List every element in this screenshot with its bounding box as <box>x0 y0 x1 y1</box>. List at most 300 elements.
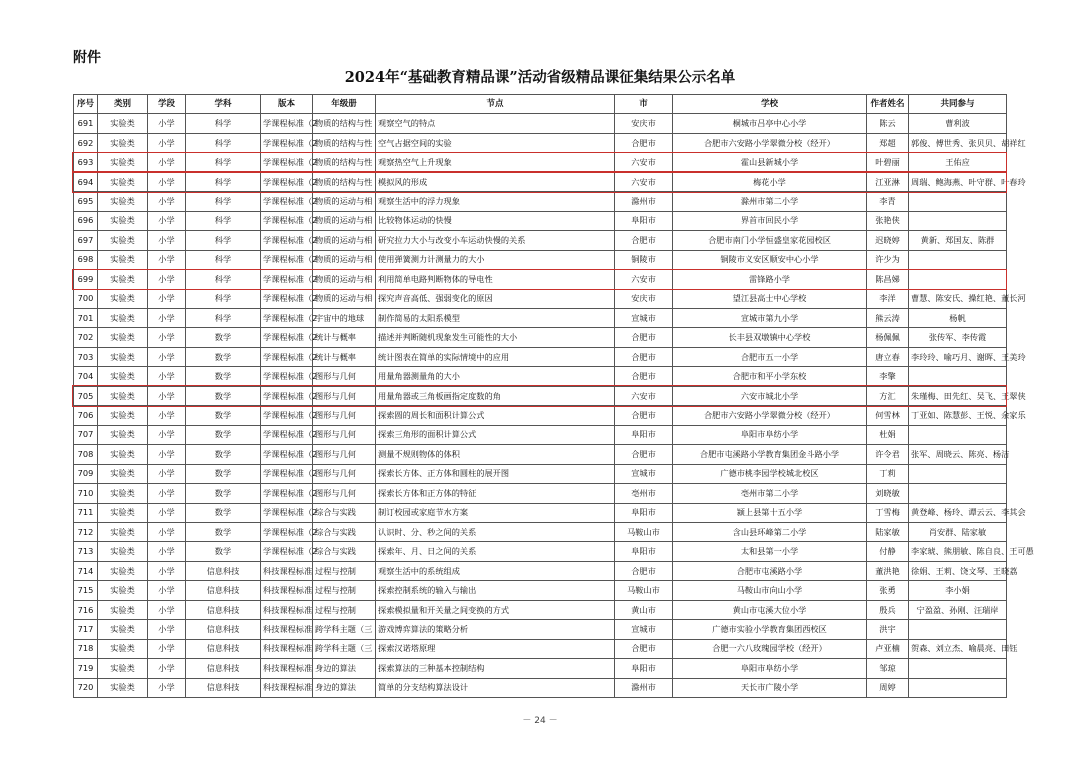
cell-author: 周婷 <box>867 678 909 697</box>
cell-co-participants <box>909 211 1007 230</box>
cell-grade: 综合与实践 <box>313 503 376 522</box>
cell-co-participants <box>909 484 1007 503</box>
cell-serial: 715 <box>74 581 98 600</box>
cell-stage: 小学 <box>148 542 186 561</box>
cell-grade: 物质的结构与性 <box>313 133 376 152</box>
table-row <box>74 211 1007 230</box>
header-col-category: 类别 <box>98 95 148 114</box>
cell-subject: 数学 <box>186 386 261 405</box>
cell-stage: 小学 <box>148 386 186 405</box>
cell-grade: 图形与几何 <box>313 445 376 464</box>
cell-edition: 学课程标准（2 <box>261 153 313 172</box>
cell-school: 广德市桃李园学校城北校区 <box>673 464 867 483</box>
cell-grade: 过程与控制 <box>313 600 376 619</box>
cell-edition: 学课程标准（2 <box>261 484 313 503</box>
cell-subject: 科学 <box>186 289 261 308</box>
cell-node: 描述并判断随机现象发生可能性的大小 <box>376 328 615 347</box>
cell-grade: 过程与控制 <box>313 581 376 600</box>
cell-node: 用量角器或三角板画指定度数的角 <box>376 386 615 405</box>
cell-category: 实验类 <box>98 581 148 600</box>
cell-school: 含山县环峰第二小学 <box>673 522 867 541</box>
cell-author: 邹琼 <box>867 659 909 678</box>
cell-author: 丁雪梅 <box>867 503 909 522</box>
cell-author: 殷兵 <box>867 600 909 619</box>
cell-school: 合肥市和平小学东校 <box>673 367 867 386</box>
cell-school: 长丰县双墩镇中心学校 <box>673 328 867 347</box>
cell-serial: 720 <box>74 678 98 697</box>
table-body <box>74 114 1034 698</box>
cell-school: 霍山县新城小学 <box>673 153 867 172</box>
cell-edition: 学课程标准（2 <box>261 231 313 250</box>
cell-stage: 小学 <box>148 659 186 678</box>
cell-school: 合肥市五一小学 <box>673 347 867 366</box>
cell-subject: 科学 <box>186 250 261 269</box>
cell-serial: 699 <box>74 270 98 289</box>
cell-serial: 694 <box>74 172 98 191</box>
cell-school: 雷锋路小学 <box>673 270 867 289</box>
cell-author: 李洋 <box>867 289 909 308</box>
cell-grade: 物质的运动与相 <box>313 289 376 308</box>
cell-edition: 学课程标准（2 <box>261 289 313 308</box>
cell-stage: 小学 <box>148 114 186 133</box>
cell-co-participants: 张传军、李传霞 <box>909 328 1007 347</box>
results-table <box>73 94 1034 698</box>
cell-author: 叶碧丽 <box>867 153 909 172</box>
cell-subject: 数学 <box>186 503 261 522</box>
cell-category: 实验类 <box>98 308 148 327</box>
cell-edition: 学课程标准（2 <box>261 192 313 211</box>
cell-author: 迟晓婷 <box>867 231 909 250</box>
cell-edition: 学课程标准（2 <box>261 328 313 347</box>
cell-co-participants <box>909 367 1007 386</box>
cell-node: 探索年、月、日之间的关系 <box>376 542 615 561</box>
cell-subject: 数学 <box>186 522 261 541</box>
cell-edition: 学课程标准（2 <box>261 445 313 464</box>
cell-category: 实验类 <box>98 561 148 580</box>
cell-subject: 科学 <box>186 172 261 191</box>
cell-author: 张勇 <box>867 581 909 600</box>
cell-city: 六安市 <box>615 270 673 289</box>
cell-category: 实验类 <box>98 522 148 541</box>
cell-node: 统计图表在简单的实际情境中的应用 <box>376 347 615 366</box>
cell-co-participants: 徐娟、王莉、饶文琴、王晓荔 <box>909 561 1007 580</box>
cell-category: 实验类 <box>98 678 148 697</box>
cell-serial: 696 <box>74 211 98 230</box>
cell-edition: 学课程标准（2 <box>261 406 313 425</box>
header-col-city: 市 <box>615 95 673 114</box>
cell-co-participants: 曹利波 <box>909 114 1007 133</box>
table-row <box>74 678 1007 697</box>
table-row <box>74 445 1007 464</box>
cell-category: 实验类 <box>98 192 148 211</box>
cell-city: 六安市 <box>615 153 673 172</box>
cell-city: 六安市 <box>615 386 673 405</box>
cell-grade: 过程与控制 <box>313 561 376 580</box>
cell-serial: 703 <box>74 347 98 366</box>
cell-co-participants: 李小娟 <box>909 581 1007 600</box>
table-row <box>74 425 1007 444</box>
table-row <box>74 114 1007 133</box>
cell-category: 实验类 <box>98 406 148 425</box>
cell-grade: 物质的运动与相 <box>313 231 376 250</box>
cell-subject: 信息科技 <box>186 620 261 639</box>
cell-city: 合肥市 <box>615 406 673 425</box>
cell-stage: 小学 <box>148 445 186 464</box>
cell-stage: 小学 <box>148 211 186 230</box>
table-row <box>74 250 1007 269</box>
cell-author: 唐立春 <box>867 347 909 366</box>
cell-author: 许少为 <box>867 250 909 269</box>
cell-author: 付静 <box>867 542 909 561</box>
cell-edition: 科技课程标准 <box>261 600 313 619</box>
cell-subject: 信息科技 <box>186 659 261 678</box>
cell-grade: 图形与几何 <box>313 367 376 386</box>
cell-city: 阜阳市 <box>615 503 673 522</box>
cell-school: 广德市实验小学教育集团西校区 <box>673 620 867 639</box>
cell-stage: 小学 <box>148 522 186 541</box>
cell-author: 熊云涛 <box>867 308 909 327</box>
cell-school: 六安市城北小学 <box>673 386 867 405</box>
cell-grade: 图形与几何 <box>313 484 376 503</box>
cell-city: 合肥市 <box>615 231 673 250</box>
cell-subject: 信息科技 <box>186 581 261 600</box>
cell-grade: 物质的运动与相 <box>313 211 376 230</box>
table-row <box>74 289 1007 308</box>
cell-category: 实验类 <box>98 445 148 464</box>
cell-school: 合肥市屯溪路小学 <box>673 561 867 580</box>
cell-school: 铜陵市义安区顺安中心小学 <box>673 250 867 269</box>
cell-co-participants: 宁盈盈、孙刚、汪瑞岸 <box>909 600 1007 619</box>
cell-node: 探索模拟量和开关量之间变换的方式 <box>376 600 615 619</box>
cell-co-participants: 周瑞、鲍海燕、叶守群、叶春玲 <box>909 172 1007 191</box>
cell-edition: 学课程标准（2 <box>261 250 313 269</box>
cell-school: 阜阳市阜纺小学 <box>673 425 867 444</box>
cell-node: 探索长方体和正方体的特征 <box>376 484 615 503</box>
cell-serial: 693 <box>74 153 98 172</box>
cell-grade: 跨学科主题（三 <box>313 639 376 658</box>
cell-grade: 物质的运动与相 <box>313 192 376 211</box>
table-row <box>74 522 1007 541</box>
cell-serial: 704 <box>74 367 98 386</box>
cell-category: 实验类 <box>98 386 148 405</box>
cell-node: 探索算法的三种基本控制结构 <box>376 659 615 678</box>
cell-stage: 小学 <box>148 600 186 619</box>
cell-stage: 小学 <box>148 231 186 250</box>
cell-grade: 物质的运动与相 <box>313 250 376 269</box>
cell-city: 合肥市 <box>615 367 673 386</box>
cell-serial: 705 <box>74 386 98 405</box>
header-col-school: 学校 <box>673 95 867 114</box>
header-col-author: 作者姓名 <box>867 95 909 114</box>
cell-node: 利用简单电路判断物体的导电性 <box>376 270 615 289</box>
cell-subject: 科学 <box>186 308 261 327</box>
cell-serial: 702 <box>74 328 98 347</box>
cell-node: 探索控制系统的输入与输出 <box>376 581 615 600</box>
cell-grade: 综合与实践 <box>313 522 376 541</box>
cell-node: 观察热空气上升现象 <box>376 153 615 172</box>
cell-category: 实验类 <box>98 231 148 250</box>
cell-stage: 小学 <box>148 561 186 580</box>
cell-city: 滁州市 <box>615 678 673 697</box>
cell-node: 探索长方体、正方体和圆柱的展开图 <box>376 464 615 483</box>
cell-stage: 小学 <box>148 425 186 444</box>
cell-node: 空气占据空间的实验 <box>376 133 615 152</box>
cell-node: 认识时、分、秒之间的关系 <box>376 522 615 541</box>
cell-stage: 小学 <box>148 347 186 366</box>
cell-city: 亳州市 <box>615 484 673 503</box>
cell-city: 阜阳市 <box>615 211 673 230</box>
cell-subject: 信息科技 <box>186 561 261 580</box>
header-col-edition: 版本 <box>261 95 313 114</box>
cell-grade: 物质的结构与性 <box>313 172 376 191</box>
cell-subject: 数学 <box>186 542 261 561</box>
cell-city: 六安市 <box>615 172 673 191</box>
header-col-stage: 学段 <box>148 95 186 114</box>
cell-city: 宣城市 <box>615 620 673 639</box>
cell-grade: 综合与实践 <box>313 542 376 561</box>
cell-category: 实验类 <box>98 620 148 639</box>
cell-node: 探索圆的周长和面积计算公式 <box>376 406 615 425</box>
cell-school: 梅花小学 <box>673 172 867 191</box>
cell-serial: 698 <box>74 250 98 269</box>
cell-edition: 科技课程标准 <box>261 561 313 580</box>
cell-school: 合肥一六八玫瑰园学校（经开） <box>673 639 867 658</box>
cell-edition: 学课程标准（2 <box>261 522 313 541</box>
cell-co-participants <box>909 678 1007 697</box>
cell-stage: 小学 <box>148 639 186 658</box>
cell-co-participants <box>909 620 1007 639</box>
cell-city: 合肥市 <box>615 445 673 464</box>
cell-edition: 科技课程标准 <box>261 581 313 600</box>
cell-serial: 718 <box>74 639 98 658</box>
table-row <box>74 503 1007 522</box>
cell-city: 宣城市 <box>615 308 673 327</box>
cell-serial: 714 <box>74 561 98 580</box>
cell-subject: 数学 <box>186 425 261 444</box>
cell-category: 实验类 <box>98 133 148 152</box>
table-row <box>74 639 1007 658</box>
cell-category: 实验类 <box>98 172 148 191</box>
table-row <box>74 172 1007 191</box>
cell-stage: 小学 <box>148 133 186 152</box>
cell-school: 黄山市屯溪大位小学 <box>673 600 867 619</box>
cell-subject: 科学 <box>186 114 261 133</box>
cell-city: 马鞍山市 <box>615 581 673 600</box>
cell-stage: 小学 <box>148 484 186 503</box>
cell-serial: 713 <box>74 542 98 561</box>
cell-co-participants <box>909 464 1007 483</box>
cell-author: 李青 <box>867 192 909 211</box>
cell-category: 实验类 <box>98 250 148 269</box>
cell-edition: 学课程标准（2 <box>261 425 313 444</box>
cell-author: 董洪艳 <box>867 561 909 580</box>
cell-grade: 物质的结构与性 <box>313 153 376 172</box>
cell-category: 实验类 <box>98 367 148 386</box>
cell-school: 界首市回民小学 <box>673 211 867 230</box>
cell-stage: 小学 <box>148 250 186 269</box>
cell-author: 张艳侠 <box>867 211 909 230</box>
cell-subject: 数学 <box>186 367 261 386</box>
cell-city: 马鞍山市 <box>615 522 673 541</box>
cell-school: 太和县第一小学 <box>673 542 867 561</box>
cell-serial: 695 <box>74 192 98 211</box>
cell-serial: 707 <box>74 425 98 444</box>
cell-co-participants: 黄登峰、杨玲、谭云云、李其会 <box>909 503 1007 522</box>
cell-serial: 710 <box>74 484 98 503</box>
header-col-grade: 年级册 <box>313 95 376 114</box>
cell-stage: 小学 <box>148 581 186 600</box>
header-col-node: 节点 <box>376 95 615 114</box>
table-row <box>74 328 1007 347</box>
cell-city: 合肥市 <box>615 328 673 347</box>
cell-author: 刘晓敏 <box>867 484 909 503</box>
cell-serial: 708 <box>74 445 98 464</box>
cell-node: 简单的分支结构算法设计 <box>376 678 615 697</box>
cell-co-participants <box>909 250 1007 269</box>
cell-node: 观察空气的特点 <box>376 114 615 133</box>
cell-stage: 小学 <box>148 678 186 697</box>
cell-school: 合肥市六安路小学翠微分校（经开） <box>673 406 867 425</box>
cell-stage: 小学 <box>148 328 186 347</box>
document-title: 2024年“基础教育精品课”活动省级精品课征集结果公示名单 <box>344 69 736 86</box>
cell-stage: 小学 <box>148 308 186 327</box>
cell-category: 实验类 <box>98 484 148 503</box>
cell-subject: 数学 <box>186 328 261 347</box>
cell-category: 实验类 <box>98 328 148 347</box>
cell-subject: 科学 <box>186 231 261 250</box>
header-col-serial: 序号 <box>74 95 98 114</box>
table-row <box>74 231 1007 250</box>
cell-edition: 科技课程标准 <box>261 620 313 639</box>
cell-stage: 小学 <box>148 464 186 483</box>
cell-node: 制作简易的太阳系模型 <box>376 308 615 327</box>
cell-node: 模拟风的形成 <box>376 172 615 191</box>
cell-author: 李擎 <box>867 367 909 386</box>
cell-subject: 数学 <box>186 445 261 464</box>
cell-author: 郑超 <box>867 133 909 152</box>
cell-subject: 信息科技 <box>186 639 261 658</box>
cell-city: 铜陵市 <box>615 250 673 269</box>
cell-node: 探究声音高低、强弱变化的原因 <box>376 289 615 308</box>
cell-stage: 小学 <box>148 153 186 172</box>
cell-edition: 学课程标准（2 <box>261 503 313 522</box>
cell-city: 阜阳市 <box>615 659 673 678</box>
cell-grade: 物质的运动与相 <box>313 270 376 289</box>
cell-school: 天长市广陵小学 <box>673 678 867 697</box>
table-row <box>74 192 1007 211</box>
cell-subject: 数学 <box>186 464 261 483</box>
cell-node: 研究拉力大小与改变小车运动快慢的关系 <box>376 231 615 250</box>
cell-school: 望江县高士中心学校 <box>673 289 867 308</box>
header-col-co-participants: 共同参与 <box>909 95 1007 114</box>
cell-school: 合肥市屯溪路小学教育集团金斗路小学 <box>673 445 867 464</box>
cell-co-participants: 丁亚如、陈慧彭、王悦、余家乐 <box>909 406 1007 425</box>
table-header-row <box>74 95 1007 114</box>
cell-city: 滁州市 <box>615 192 673 211</box>
cell-grade: 物质的结构与性 <box>313 114 376 133</box>
attachment-label: 附件 <box>73 50 101 66</box>
cell-grade: 统计与概率 <box>313 328 376 347</box>
cell-grade: 图形与几何 <box>313 425 376 444</box>
cell-edition: 学课程标准（2 <box>261 386 313 405</box>
cell-edition: 学课程标准（2 <box>261 133 313 152</box>
cell-stage: 小学 <box>148 270 186 289</box>
cell-author: 陈昌娣 <box>867 270 909 289</box>
cell-serial: 711 <box>74 503 98 522</box>
cell-stage: 小学 <box>148 406 186 425</box>
cell-node: 观察生活中的系统组成 <box>376 561 615 580</box>
cell-stage: 小学 <box>148 367 186 386</box>
cell-co-participants: 朱瑾梅、田先红、吴飞、王翠侠 <box>909 386 1007 405</box>
cell-city: 安庆市 <box>615 289 673 308</box>
cell-subject: 数学 <box>186 406 261 425</box>
cell-stage: 小学 <box>148 503 186 522</box>
cell-city: 合肥市 <box>615 639 673 658</box>
cell-edition: 学课程标准（2 <box>261 464 313 483</box>
cell-node: 测量不规则物体的体积 <box>376 445 615 464</box>
cell-serial: 709 <box>74 464 98 483</box>
cell-category: 实验类 <box>98 114 148 133</box>
cell-serial: 717 <box>74 620 98 639</box>
cell-co-participants <box>909 425 1007 444</box>
cell-co-participants: 肖安群、陆家敏 <box>909 522 1007 541</box>
cell-subject: 信息科技 <box>186 600 261 619</box>
cell-city: 安庆市 <box>615 114 673 133</box>
cell-author: 卢亚楠 <box>867 639 909 658</box>
cell-node: 使用弹簧测力计测量力的大小 <box>376 250 615 269</box>
cell-school: 颍上县第十五小学 <box>673 503 867 522</box>
cell-edition: 学课程标准（2 <box>261 114 313 133</box>
cell-serial: 716 <box>74 600 98 619</box>
header-col-subject: 学科 <box>186 95 261 114</box>
cell-subject: 信息科技 <box>186 678 261 697</box>
cell-category: 实验类 <box>98 211 148 230</box>
cell-category: 实验类 <box>98 270 148 289</box>
cell-co-participants: 郭俊、傅世秀、张贝贝、胡祥红 <box>909 133 1007 152</box>
cell-category: 实验类 <box>98 659 148 678</box>
cell-stage: 小学 <box>148 620 186 639</box>
cell-city: 宣城市 <box>615 464 673 483</box>
cell-serial: 706 <box>74 406 98 425</box>
cell-stage: 小学 <box>148 172 186 191</box>
cell-school: 阜阳市阜纺小学 <box>673 659 867 678</box>
cell-edition: 学课程标准（2 <box>261 308 313 327</box>
table-row <box>74 464 1007 483</box>
cell-co-participants: 李玲玲、喻巧月、谢晖、王美玲 <box>909 347 1007 366</box>
cell-grade: 身边的算法 <box>313 659 376 678</box>
cell-category: 实验类 <box>98 464 148 483</box>
cell-school: 马鞍山市向山小学 <box>673 581 867 600</box>
cell-node: 观察生活中的浮力现象 <box>376 192 615 211</box>
cell-author: 杜娟 <box>867 425 909 444</box>
cell-co-participants <box>909 192 1007 211</box>
cell-subject: 科学 <box>186 153 261 172</box>
cell-author: 杨佩佩 <box>867 328 909 347</box>
cell-school: 合肥市六安路小学翠微分校（经开） <box>673 133 867 152</box>
cell-grade: 宇宙中的地球 <box>313 308 376 327</box>
table-row <box>74 308 1007 327</box>
cell-city: 阜阳市 <box>615 425 673 444</box>
cell-co-participants <box>909 659 1007 678</box>
cell-author: 方汇 <box>867 386 909 405</box>
page-number: － 24 － <box>522 716 558 726</box>
cell-edition: 学课程标准（2 <box>261 367 313 386</box>
cell-stage: 小学 <box>148 192 186 211</box>
cell-co-participants: 王佑应 <box>909 153 1007 172</box>
cell-category: 实验类 <box>98 347 148 366</box>
cell-co-participants: 李家琥、熊朋敏、陈自良、王可愚 <box>909 542 1007 561</box>
cell-school: 宣城市第九小学 <box>673 308 867 327</box>
